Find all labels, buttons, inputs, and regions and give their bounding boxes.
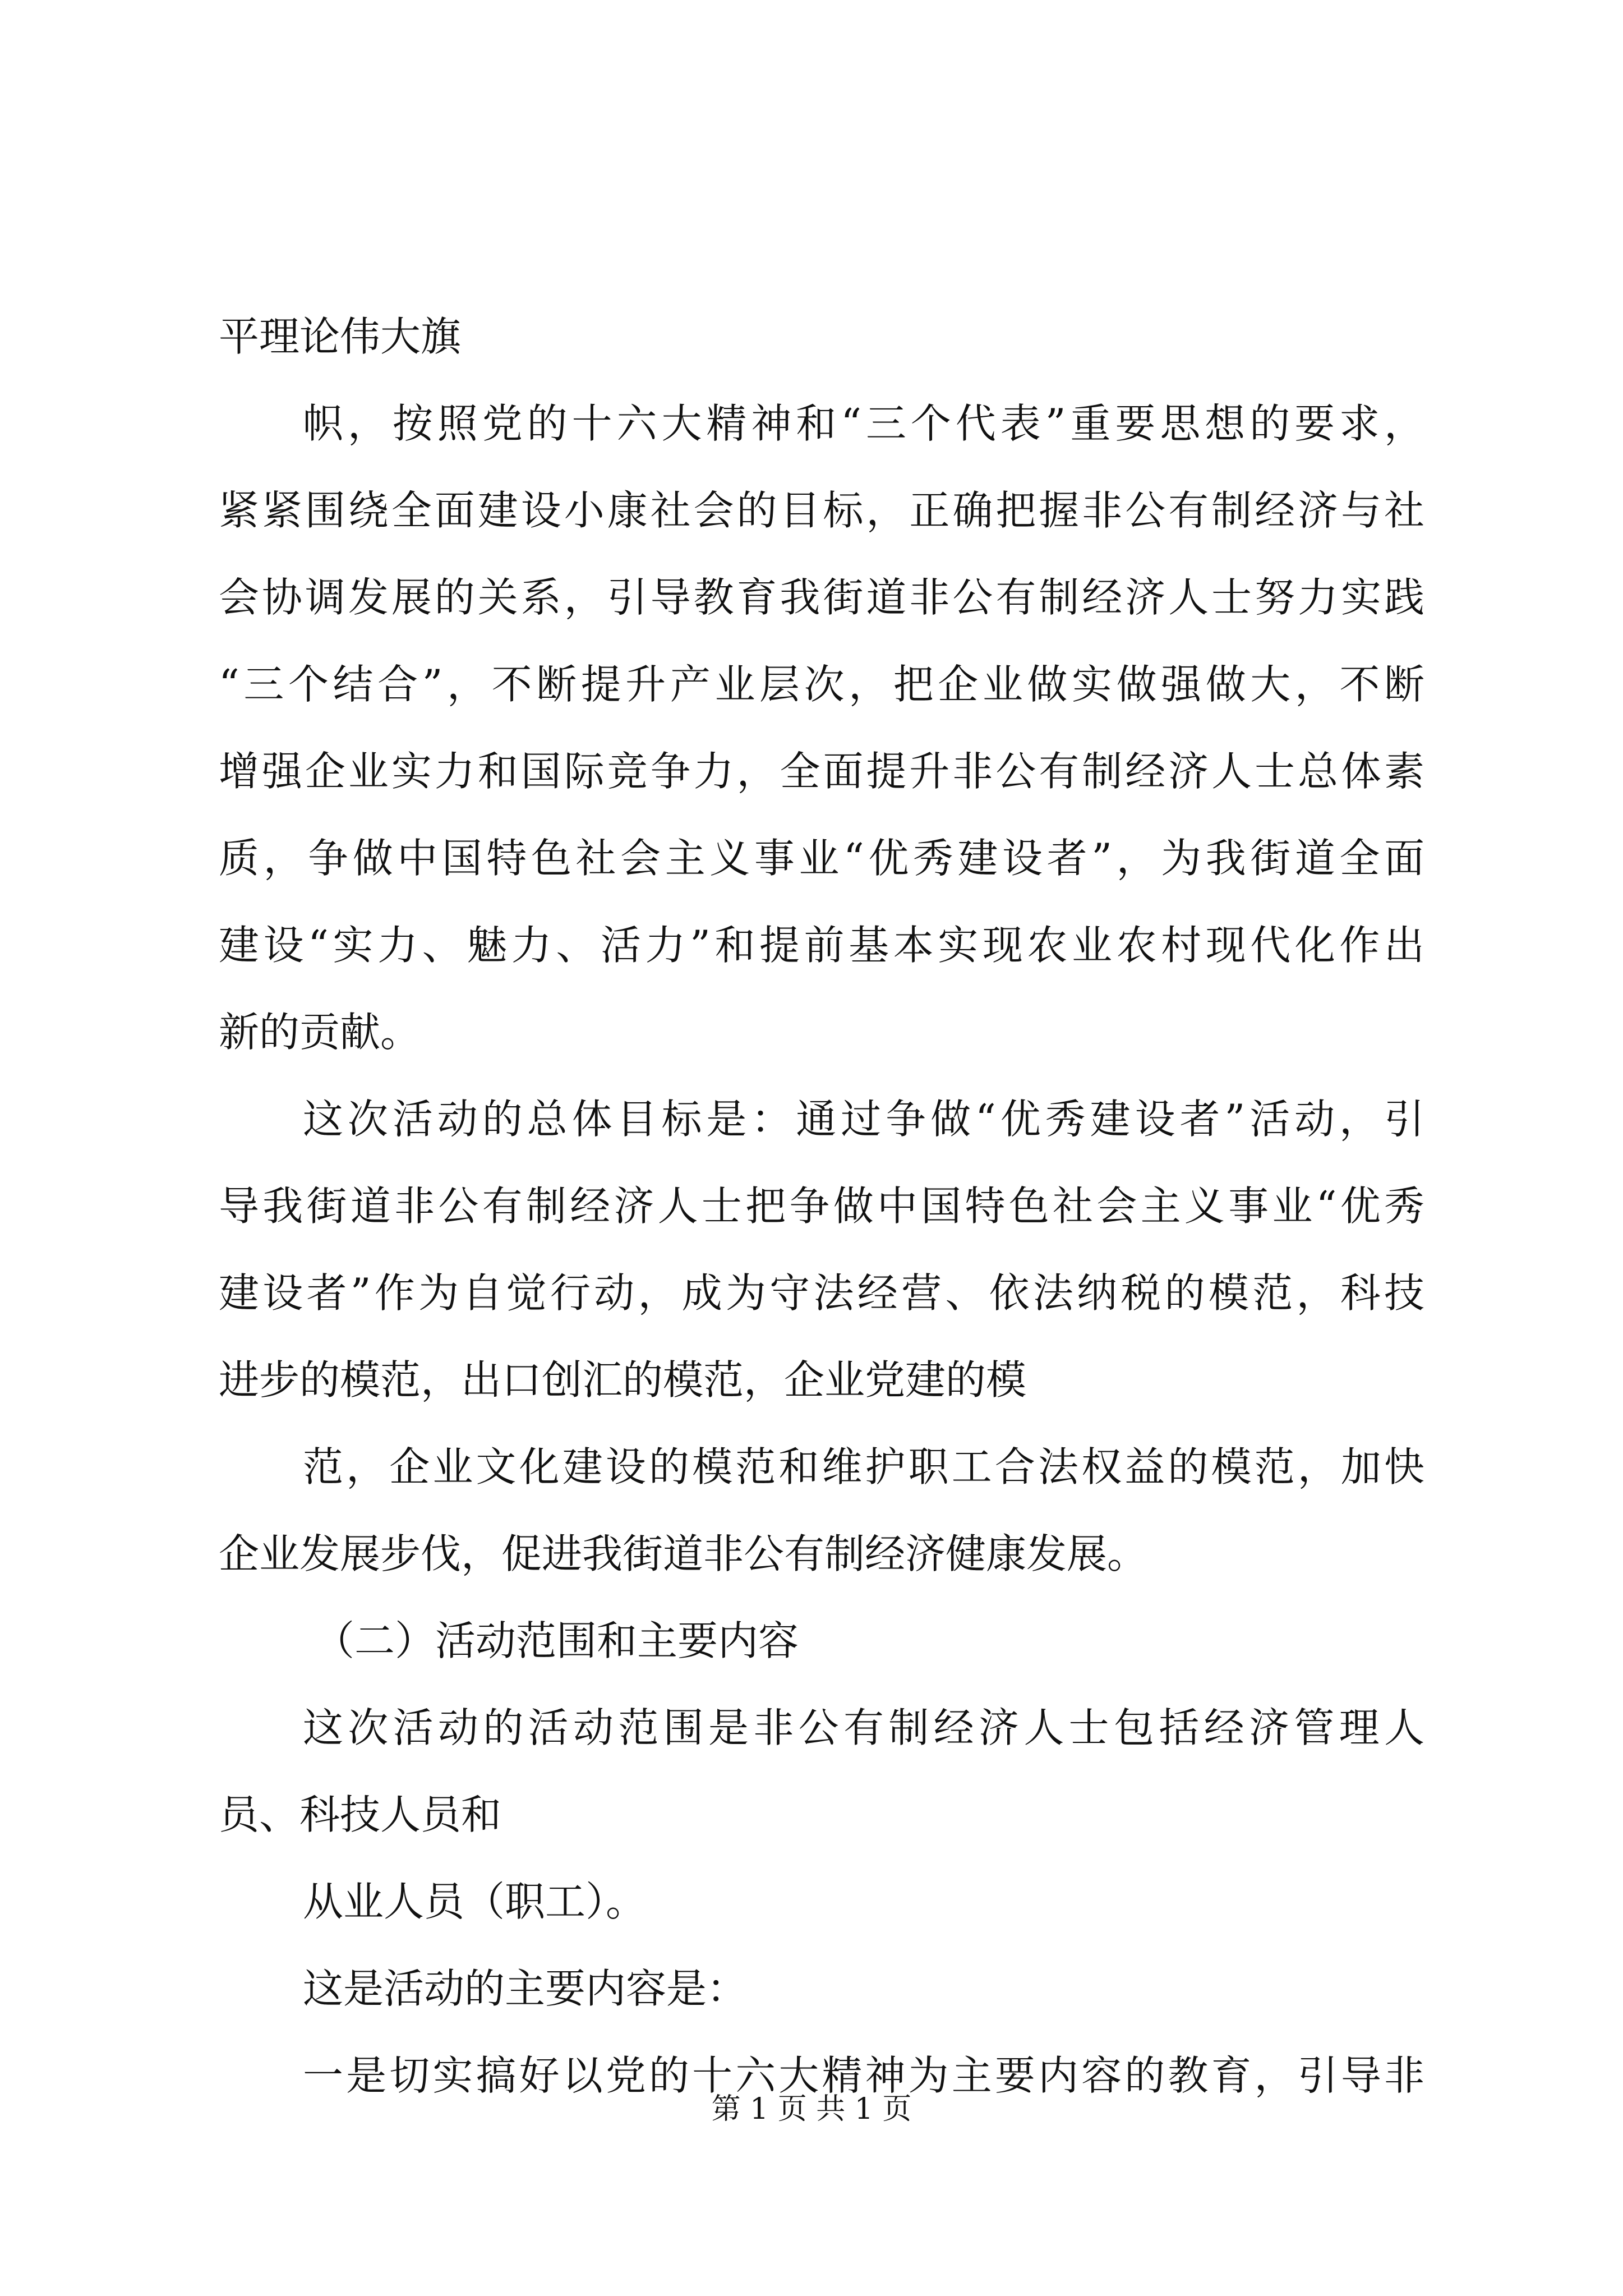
text-line: 导我街道非公有制经济人士把争做中国特色社会主义事业“优秀: [219, 1182, 1424, 1230]
text-line: 会协调发展的关系，引导教育我街道非公有制经济人士努力实践: [219, 574, 1424, 621]
text-line: 这是活动的主要内容是：: [303, 1965, 748, 2012]
text-line: 从业人员（职工）。: [303, 1878, 647, 1925]
text-line: 这次活动的活动范围是非公有制经济人士包括经济管理人: [303, 1704, 1424, 1751]
text-line: 平理论伟大旗: [219, 313, 462, 360]
text-line: 紧紧围绕全面建设小康社会的目标，正确把握非公有制经济与社: [219, 487, 1424, 534]
text-line: 一是切实搞好以党的十六大精神为主要内容的教育，引导非: [303, 2052, 1424, 2099]
text-line: 员、科技人员和: [219, 1791, 502, 1838]
text-line: 建设“实力、魅力、活力”和提前基本实现农业农村现代化作出: [219, 922, 1424, 969]
text-line: 增强企业实力和国际竞争力，全面提升非公有制经济人士总体素: [219, 748, 1424, 795]
text-line: 进步的模范，出口创汇的模范，企业党建的模: [219, 1356, 1027, 1404]
text-line: 建设者”作为自觉行动，成为守法经营、依法纳税的模范，科技: [219, 1269, 1424, 1317]
text-line: 企业发展步伐，促进我街道非公有制经济健康发展。: [219, 1530, 1148, 1577]
text-line: 范，企业文化建设的模范和维护职工合法权益的模范，加快: [303, 1443, 1424, 1490]
text-line: 这次活动的总体目标是：通过争做“优秀建设者”活动，引: [303, 1096, 1424, 1143]
section-heading: （二）活动范围和主要内容: [314, 1617, 799, 1664]
text-line: 质，争做中国特色社会主义事业“优秀建设者”，为我街道全面: [219, 835, 1424, 882]
text-line: 帜，按照党的十六大精神和“三个代表”重要思想的要求，: [303, 400, 1424, 447]
text-line: “三个结合”，不断提升产业层次，把企业做实做强做大，不断: [219, 661, 1424, 708]
page-footer: 第 1 页 共 1 页: [711, 2092, 912, 2126]
text-line: 新的贡献。: [219, 1009, 421, 1056]
